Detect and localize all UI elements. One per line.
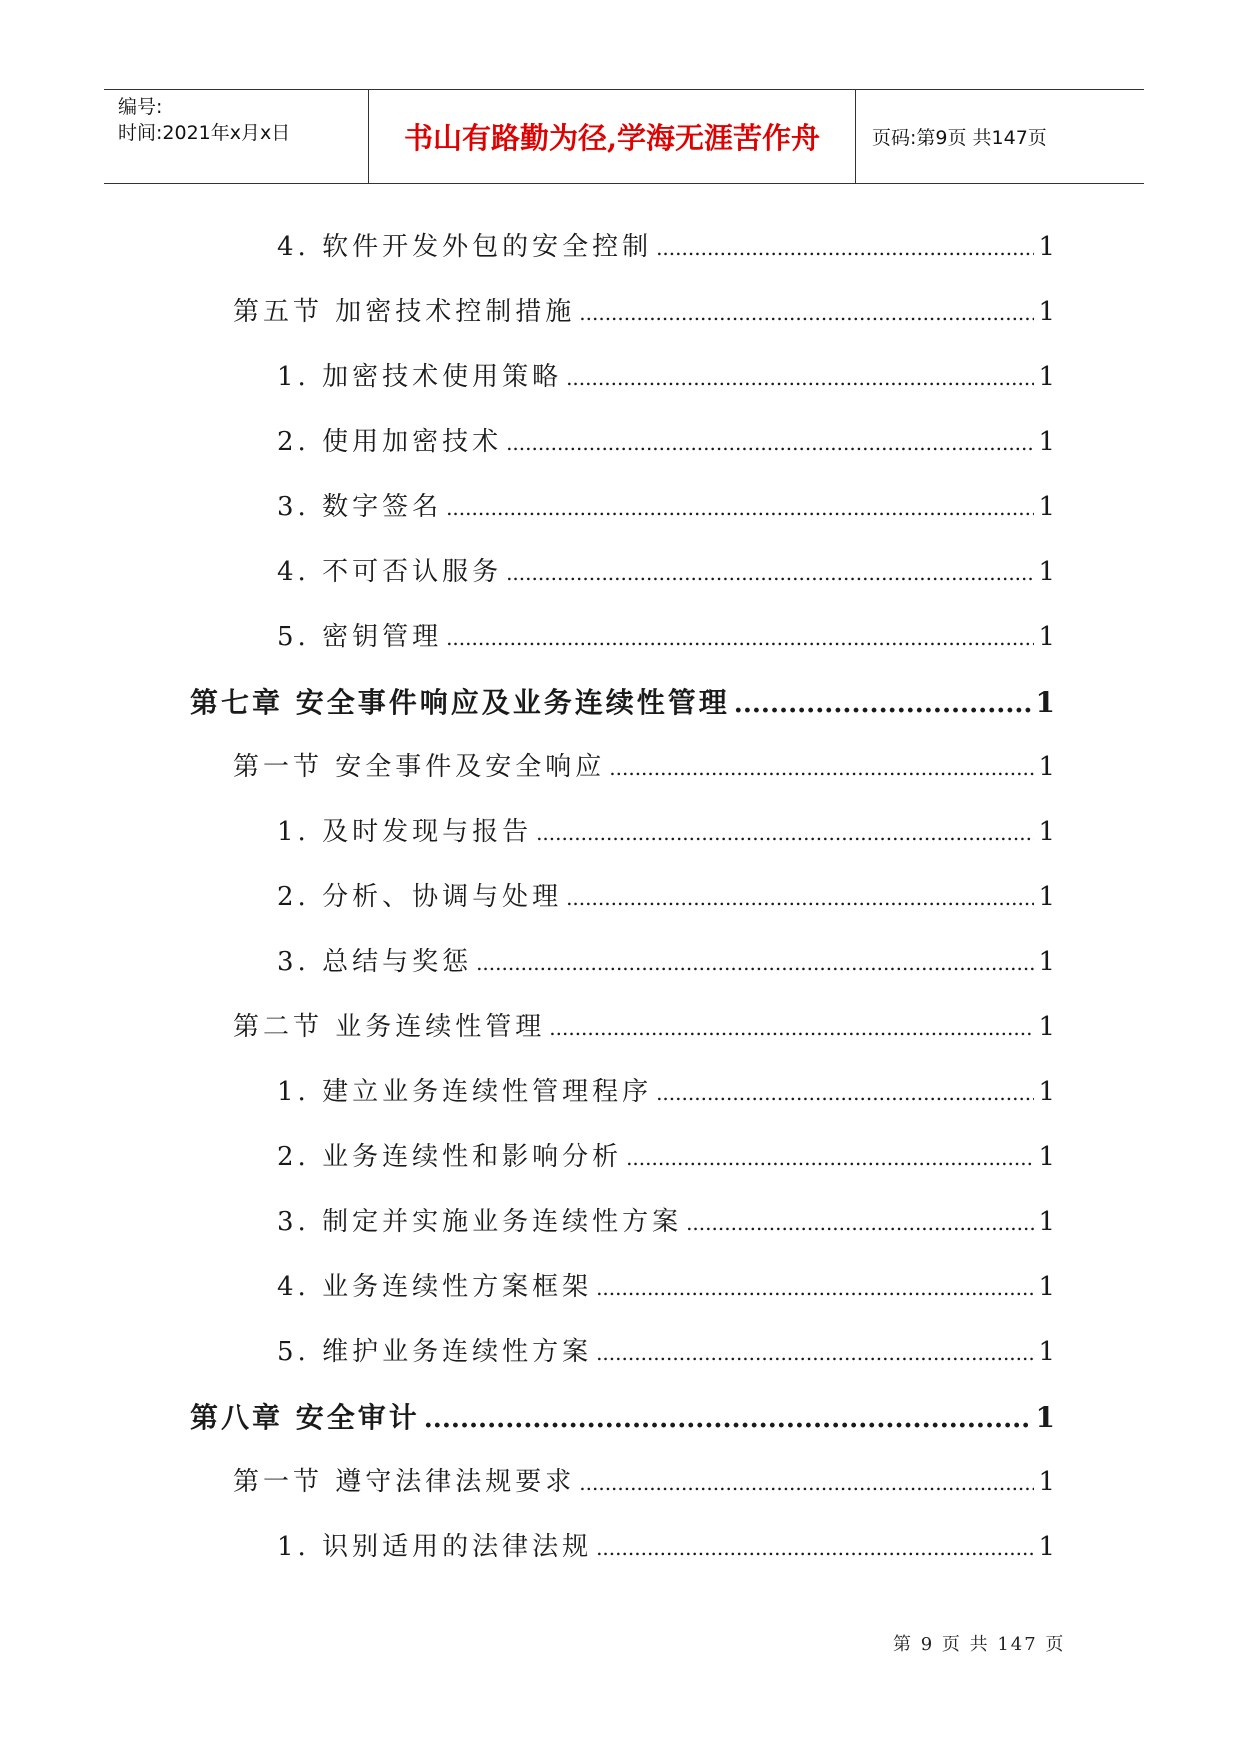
toc-leader [566,366,1034,390]
toc-page-number: 1 [1038,427,1055,457]
number-label: 编号: [118,96,163,118]
toc-page-number: 1 [1035,1401,1055,1434]
toc-page-number: 1 [1038,817,1055,847]
toc-page-number: 1 [1038,947,1055,977]
toc-page-number: 1 [1038,1467,1055,1497]
toc-leader [734,689,1032,719]
toc-page-number: 1 [1038,1012,1055,1042]
toc-entry[interactable] [277,1136,1055,1173]
toc-entry[interactable] [277,876,1055,913]
toc-leader [686,1211,1034,1235]
toc-page-number: 1 [1038,752,1055,782]
toc-page-number: 1 [1038,232,1055,262]
toc-leader [596,1341,1034,1365]
toc-leader [506,561,1034,585]
toc-page-number: 1 [1038,1532,1055,1562]
toc-entry[interactable] [233,1461,1055,1498]
toc-entry-title: 5. 密钥管理 [277,622,443,652]
toc-entry[interactable] [277,356,1055,393]
toc-entry-title: 4. 软件开发外包的安全控制 [277,232,653,262]
toc-entry-title: 第一节 安全事件及安全响应 [233,752,606,782]
toc-page-number: 1 [1038,362,1055,392]
toc-entry-title: 1. 及时发现与报告 [277,817,533,847]
toc-page-number: 1 [1038,557,1055,587]
toc-leader [536,821,1034,845]
toc-entry-title: 1. 加密技术使用策略 [277,362,563,392]
toc-entry[interactable] [277,486,1055,523]
toc-leader [446,626,1034,650]
toc-page-number: 1 [1038,1207,1055,1237]
toc-leader [609,756,1034,780]
toc-entry[interactable] [233,1006,1055,1043]
toc-entry[interactable] [277,941,1055,978]
toc-entry[interactable] [233,291,1055,328]
toc-entry[interactable] [277,551,1055,588]
toc-leader [626,1146,1034,1170]
toc-entry-title: 5. 维护业务连续性方案 [277,1337,593,1367]
toc-page-number: 1 [1038,1337,1055,1367]
toc-entry-title: 2. 业务连续性和影响分析 [277,1142,623,1172]
document-header [104,89,1144,184]
header-motto: 书山有路勤为径,学海无涯苦作舟 [403,121,821,155]
toc-entry[interactable] [277,1526,1055,1563]
toc-leader [656,236,1034,260]
toc-entry[interactable] [277,226,1055,263]
toc-entry[interactable] [277,811,1055,848]
toc-entry-title: 第八章 安全审计 [190,1401,420,1434]
toc-entry-title: 第七章 安全事件响应及业务连续性管理 [190,686,730,719]
toc-entry-title: 3. 制定并实施业务连续性方案 [277,1207,683,1237]
toc-page-number: 1 [1038,1272,1055,1302]
toc-entry-title: 第一节 遵守法律法规要求 [233,1467,576,1497]
toc-entry-title: 第二节 业务连续性管理 [233,1012,546,1042]
header-divider [368,90,369,183]
toc-entry[interactable] [277,421,1055,458]
toc-leader [549,1016,1034,1040]
toc-leader [656,1081,1034,1105]
toc-entry-title: 2. 分析、协调与处理 [277,882,563,912]
toc-entry[interactable] [277,1331,1055,1368]
toc-leader [566,886,1034,910]
toc-leader [579,1471,1034,1495]
time-label: 时间:2021年x月x日 [118,122,291,144]
toc-page-number: 1 [1038,492,1055,522]
header-divider [855,90,856,183]
header-meta [118,94,290,146]
toc-entry[interactable] [277,616,1055,653]
toc-entry-title: 1. 识别适用的法律法规 [277,1532,593,1562]
toc-chapter-entry[interactable] [190,681,1055,721]
header-page-code: 页码:第9页 共147页 [872,127,1047,149]
toc-leader [476,951,1034,975]
toc-entry[interactable] [277,1266,1055,1303]
toc-entry-title: 4. 不可否认服务 [277,557,503,587]
toc-page-number: 1 [1038,1077,1055,1107]
toc-leader [596,1276,1034,1300]
toc-entry-title: 1. 建立业务连续性管理程序 [277,1077,653,1107]
toc-leader [579,301,1034,325]
toc-entry[interactable] [277,1201,1055,1238]
toc-entry-title: 2. 使用加密技术 [277,427,503,457]
toc-entry-title: 第五节 加密技术控制措施 [233,297,576,327]
toc-page-number: 1 [1038,882,1055,912]
toc-page-number: 1 [1038,1142,1055,1172]
toc-page-number: 1 [1038,297,1055,327]
toc-chapter-entry[interactable] [190,1396,1055,1436]
toc-page-number: 1 [1038,622,1055,652]
toc-leader [424,1404,1032,1434]
toc-leader [446,496,1034,520]
toc-leader [506,431,1034,455]
toc-entry-title: 3. 总结与奖惩 [277,947,473,977]
toc-page-number: 1 [1035,686,1055,719]
toc-entry[interactable] [233,746,1055,783]
toc-entry[interactable] [277,1071,1055,1108]
toc-leader [596,1536,1034,1560]
toc-entry-title: 4. 业务连续性方案框架 [277,1272,593,1302]
toc-entry-title: 3. 数字签名 [277,492,443,522]
page-footer: 第 9 页 共 147 页 [893,1634,1066,1655]
